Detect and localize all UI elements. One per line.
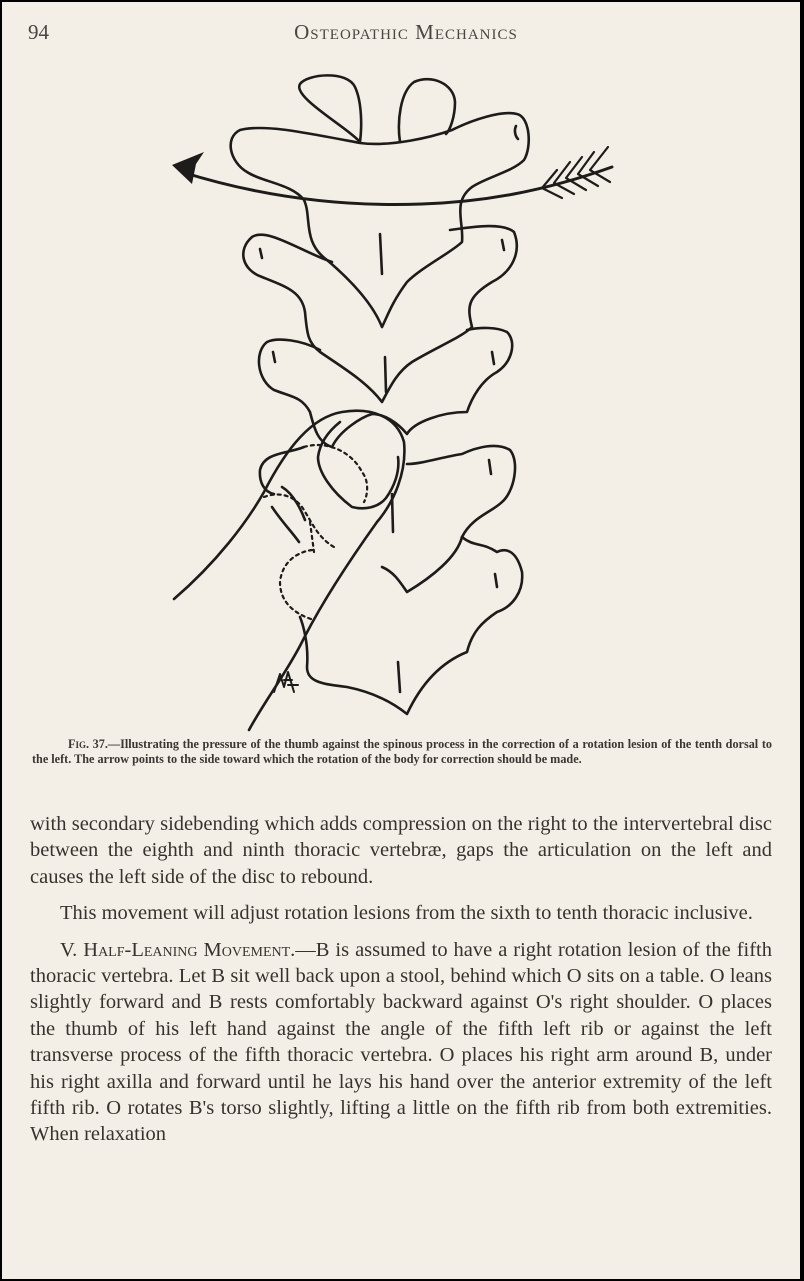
book-page (2, 2, 800, 1279)
paragraph: This movement will adjust rotation lesions from the sixth to tenth thoracic inclusive. (60, 902, 753, 925)
tp-mark-4r (489, 460, 491, 474)
vertebra-5 (300, 537, 522, 714)
top-lobe-left (299, 75, 361, 142)
tp-mark-3r (492, 352, 494, 364)
tp-mark-3l (273, 352, 275, 362)
section-numeral: V. (60, 938, 84, 961)
figure-label: Fig. 37. (68, 737, 108, 751)
thumb-outline (174, 411, 404, 730)
thumbnail (318, 422, 398, 508)
tp-mark-5r (495, 574, 497, 587)
tp-mark-2l (260, 249, 262, 258)
arrowhead-icon (172, 152, 204, 184)
vertebrae-illustration (2, 62, 800, 737)
top-vertebra (231, 113, 529, 327)
book-title: Osteopathic Mechanics (294, 20, 518, 44)
paragraph-half-leaning-movement (30, 937, 772, 1148)
running-head (2, 20, 800, 50)
figure-caption-text: —Illustrating the pressure of the thumb against the spinous process in the correction of a rotation lesion of the tenth dorsal to the left. The arrow points to the side toward which the rotation of the body for correction should be made. (32, 737, 772, 766)
hidden-outline (264, 445, 367, 620)
spinous-mark-2 (380, 234, 382, 274)
section-text: —B is assumed to have a right rotation lesion of the fifth thoracic vertebra. Let B sit well back upon a stool, behind which O sits on a table. O leans slightly forward and B rests comfortably backward against O's right shoulder. O places the thumb of his left hand against the angle of the fifth left rib or against the left transverse process of the fifth thoracic vertebra. O places his right arm around B, under his right axilla and forward until he lays his hand over the anterior extremity of the left fifth rib. O rotates B's torso slightly, lifting a little on the fifth rib from both extremities. When relaxation (30, 938, 772, 1146)
spinous-mark-3 (385, 357, 386, 392)
tp-mark (515, 126, 518, 139)
artist-signature (274, 672, 298, 692)
vertebra-4 (260, 446, 515, 592)
figure-37 (2, 62, 800, 737)
figure-caption (32, 737, 772, 766)
page-number: 94 (28, 20, 49, 44)
section-heading: Half-Leaning Movement. (83, 938, 296, 961)
body-text (30, 811, 772, 1148)
paragraph: with secondary sidebending which adds compression on the right to the intervertebral disc between the eighth and ninth thoracic vertebræ, gaps the articulation on the left and causes the left side of the disc to rebound. (30, 813, 772, 888)
spinous-mark-5 (398, 662, 400, 692)
tp-mark-2r (502, 240, 504, 250)
